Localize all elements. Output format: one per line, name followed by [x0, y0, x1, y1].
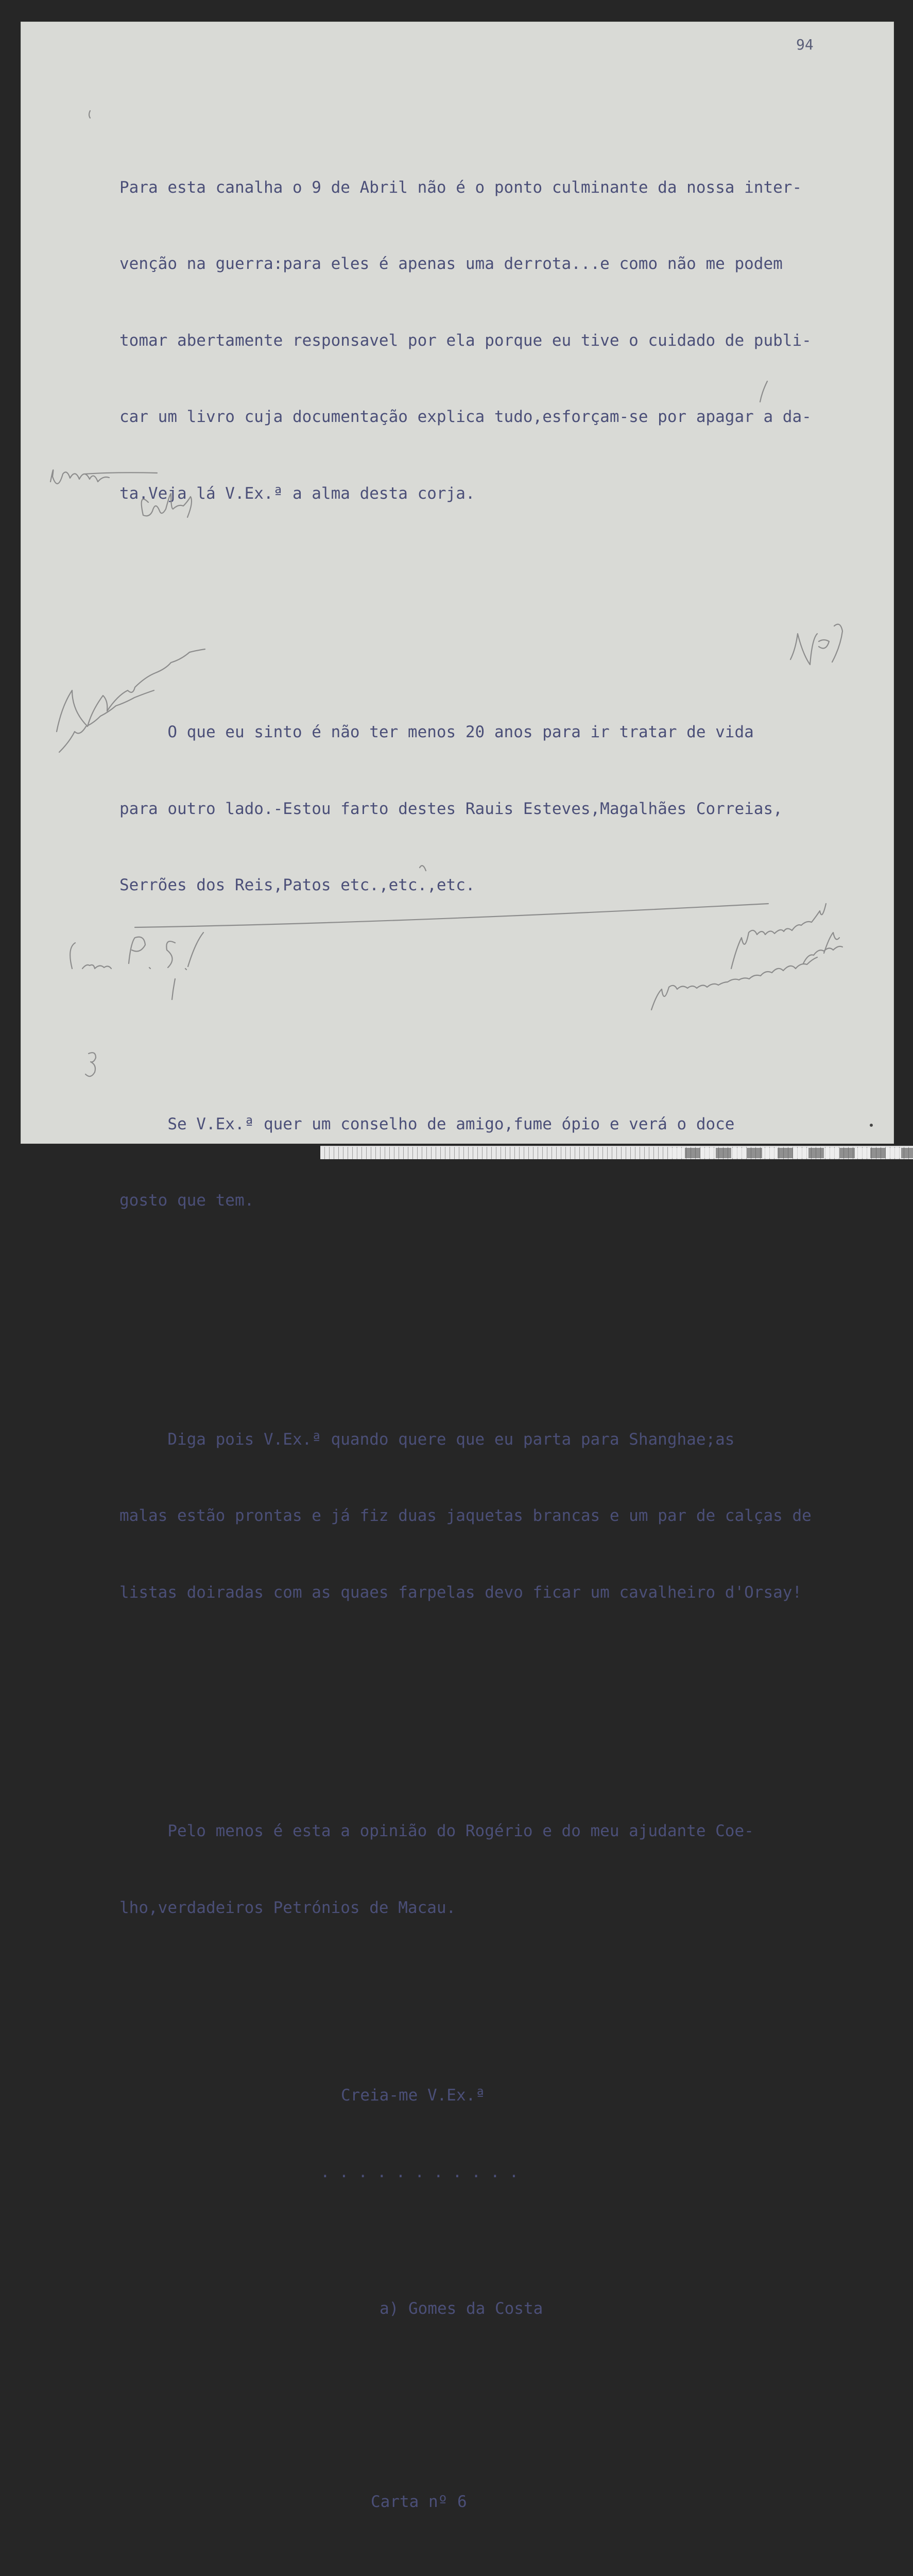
text-line: gosto que tem.	[119, 1191, 254, 1210]
text-line: Pelo menos é esta a opinião do Rogério e do meu ajudante Coe-	[119, 1822, 754, 1840]
text-line: Diga pois V.Ex.ª quando quere que eu parta para Shanghae;as	[119, 1430, 735, 1449]
letter-body	[119, 47, 882, 2576]
scan-ruler-dark	[669, 1148, 913, 1158]
text-line: para outro lado.-Estou farto destes Rauis Esteves,Magalhães Correias,	[119, 799, 783, 818]
text-line: Para esta canalha o 9 de Abril não é o ponto culminante da nossa inter-	[119, 178, 802, 197]
text-line: listas doiradas com as quaes farpelas devo ficar um cavalheiro d'Orsay!	[119, 1583, 802, 1602]
letter1-dots: ...........	[320, 2162, 528, 2181]
text-line: O que eu sinto é não ter menos 20 anos para ir tratar de vida	[119, 723, 754, 741]
text-line: lho,verdadeiros Petrónios de Macau.	[119, 1898, 456, 1917]
text-line: car um livro cuja documentação explica tudo,esforçam-se por apagar a da-	[119, 408, 812, 426]
text-line: Serrões dos Reis,Patos etc.,etc.,etc.	[119, 876, 475, 894]
page-number: 94	[796, 36, 814, 53]
letter1-signature: a) Gomes da Costa	[380, 2299, 543, 2318]
letter1-paragraph	[119, 669, 882, 950]
text-line: ta.Veja lá V.Ex.ª a alma desta corja.	[119, 484, 475, 503]
text-line: tomar abertamente responsavel por ela porque eu tive o cuidado de publi-	[119, 331, 812, 350]
letter1-paragraph	[119, 1376, 882, 1657]
letter1-paragraph	[119, 1061, 882, 1265]
text-line: venção na guerra:para eles é apenas uma derrota...e como não me podem	[119, 255, 783, 273]
letter1-closing: Creia-me V.Ex.ª	[341, 2086, 485, 2105]
letter2-title: Carta nº 6	[371, 2492, 467, 2511]
letter1-paragraph	[119, 1768, 882, 1972]
text-line: Se V.Ex.ª quer um conselho de amigo,fume ópio e verá o doce	[119, 1114, 735, 1133]
letter1-paragraph	[119, 124, 882, 558]
text-line: malas estão prontas e já fiz duas jaquetas brancas e um par de calças de	[119, 1506, 812, 1525]
